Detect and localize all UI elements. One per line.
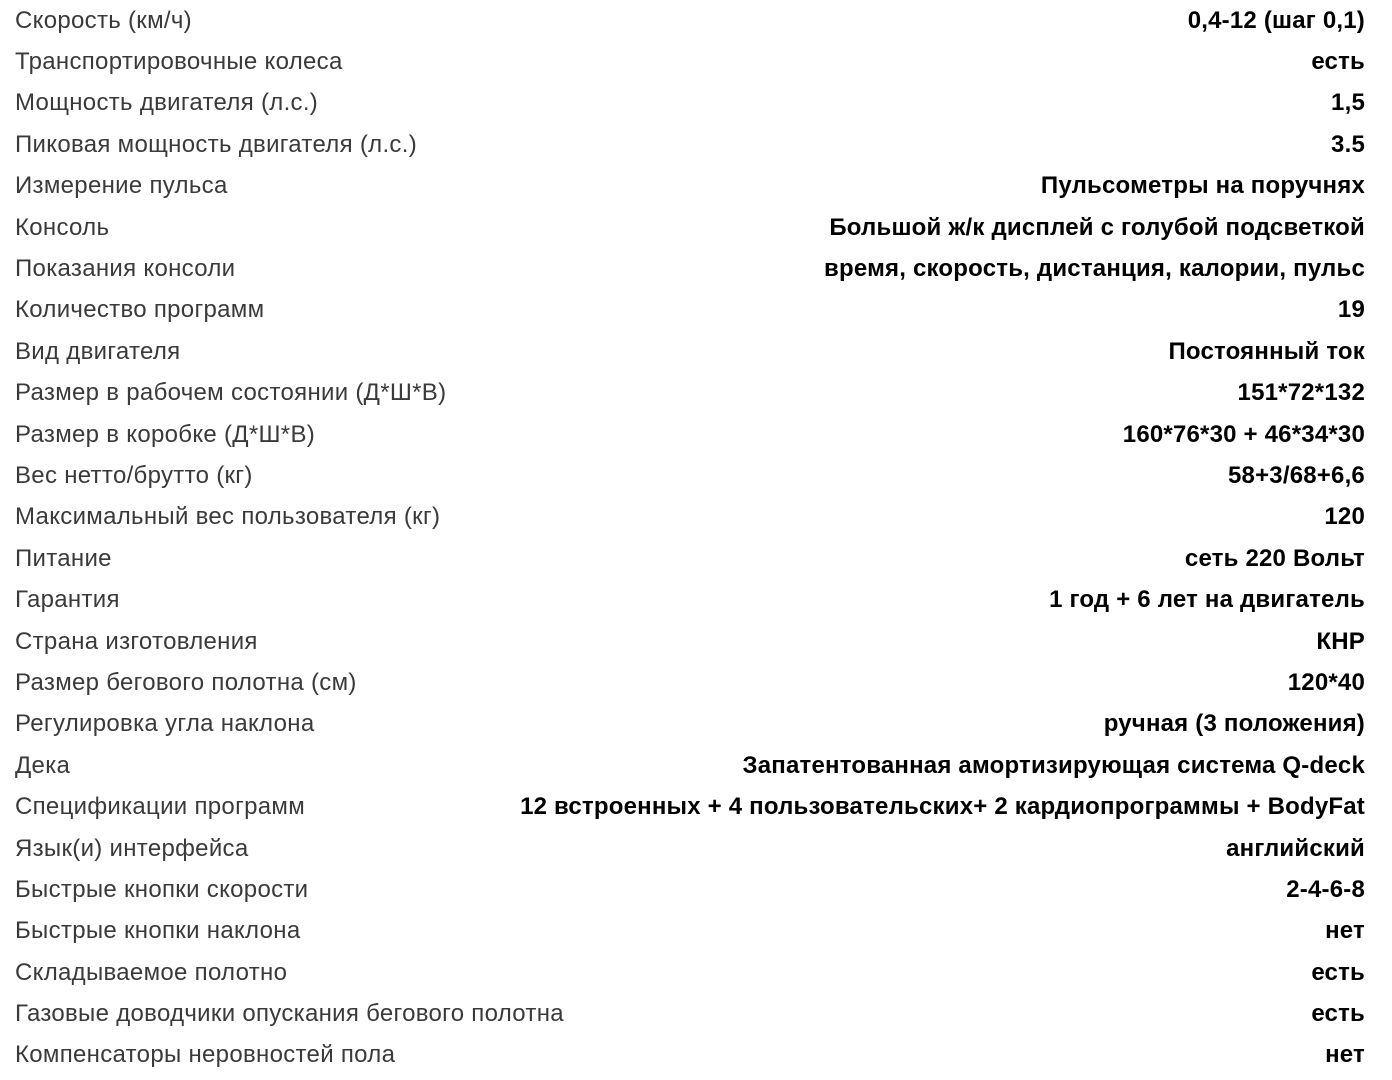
spec-row-console-readings [15, 248, 1365, 289]
spec-row-program-specs [15, 786, 1365, 827]
spec-row-incline [15, 704, 1365, 745]
spec-label: Скорость (км/ч) [15, 6, 192, 34]
spec-row-deck [15, 745, 1365, 786]
spec-label: Быстрые кнопки наклона [15, 917, 301, 945]
spec-row-weight [15, 455, 1365, 496]
spec-label: Показания консоли [15, 255, 236, 283]
spec-value: Запатентованная амортизирующая система Q-deck [742, 751, 1365, 779]
spec-row-warranty [15, 579, 1365, 620]
spec-row-program-count [15, 290, 1365, 331]
spec-value: 151*72*132 [1237, 379, 1365, 407]
spec-label: Размер бегового полотна (см) [15, 668, 357, 696]
spec-row-box-size [15, 414, 1365, 455]
spec-row-console [15, 207, 1365, 248]
spec-value: Пульсометры на поручнях [1040, 172, 1365, 200]
spec-label: Дека [15, 751, 71, 779]
spec-row-max-user-weight [15, 497, 1365, 538]
spec-label: Быстрые кнопки скорости [15, 875, 309, 903]
spec-label: Складываемое полотно [15, 958, 288, 986]
spec-value: 120 [1324, 503, 1365, 531]
spec-value: 3.5 [1331, 130, 1365, 158]
spec-row-folding [15, 952, 1365, 993]
spec-row-heart-rate [15, 166, 1365, 207]
spec-value: нет [1325, 1041, 1365, 1069]
spec-value: 0,4-12 (шаг 0,1) [1187, 6, 1365, 34]
spec-value: 19 [1337, 296, 1365, 324]
spec-value: Большой ж/к дисплей с голубой подсветкой [829, 213, 1365, 241]
spec-row-floor-levelers [15, 1035, 1365, 1076]
spec-value: 2-4-6-8 [1286, 875, 1365, 903]
spec-row-peak-power [15, 124, 1365, 165]
spec-row-motor-power [15, 83, 1365, 124]
spec-row-gas-struts [15, 993, 1365, 1034]
spec-row-interface-language [15, 828, 1365, 869]
spec-row-working-size [15, 373, 1365, 414]
spec-label: Измерение пульса [15, 172, 228, 200]
spec-value: 1,5 [1331, 89, 1365, 117]
spec-label: Пиковая мощность двигателя (л.с.) [15, 130, 417, 158]
spec-label: Газовые доводчики опускания бегового полотна [15, 1000, 564, 1028]
spec-label: Размер в коробке (Д*Ш*В) [15, 420, 316, 448]
spec-label: Гарантия [15, 586, 120, 614]
spec-table [15, 0, 1365, 1076]
spec-row-belt-size [15, 662, 1365, 703]
spec-label: Мощность двигателя (л.с.) [15, 89, 319, 117]
spec-value: время, скорость, дистанция, калории, пульс [824, 255, 1365, 283]
spec-row-speed [15, 0, 1365, 41]
spec-value: 58+3/68+6,6 [1227, 461, 1365, 489]
spec-label: Страна изготовления [15, 627, 258, 655]
spec-row-motor-type [15, 331, 1365, 372]
spec-label: Спецификации программ [15, 793, 306, 821]
spec-value: 1 год + 6 лет на двигатель [1049, 586, 1365, 614]
spec-value: есть [1311, 958, 1365, 986]
spec-row-transport-wheels [15, 41, 1365, 82]
spec-label: Компенсаторы неровностей пола [15, 1041, 396, 1069]
spec-label: Транспортировочные колеса [15, 48, 343, 76]
spec-value: ручная (3 положения) [1103, 710, 1365, 738]
spec-label: Вес нетто/брутто (кг) [15, 461, 253, 489]
spec-row-country [15, 621, 1365, 662]
spec-value: есть [1311, 1000, 1365, 1028]
spec-value: Постоянный ток [1168, 337, 1365, 365]
spec-value: 120*40 [1287, 668, 1365, 696]
spec-label: Консоль [15, 213, 110, 241]
spec-value: 12 встроенных + 4 пользовательских+ 2 кардиопрограммы + BodyFat [520, 793, 1365, 821]
spec-label: Питание [15, 544, 112, 572]
spec-row-power-supply [15, 538, 1365, 579]
spec-row-incline-buttons [15, 911, 1365, 952]
spec-label: Размер в рабочем состоянии (Д*Ш*В) [15, 379, 447, 407]
spec-label: Язык(и) интерфейса [15, 834, 249, 862]
spec-label: Вид двигателя [15, 337, 181, 365]
spec-value: КНР [1316, 627, 1365, 655]
spec-value: сеть 220 Вольт [1184, 544, 1365, 572]
spec-row-speed-buttons [15, 869, 1365, 910]
spec-label: Максимальный вес пользователя (кг) [15, 503, 441, 531]
spec-value: 160*76*30 + 46*34*30 [1122, 420, 1365, 448]
spec-label: Регулировка угла наклона [15, 710, 315, 738]
spec-label: Количество программ [15, 296, 265, 324]
spec-value: есть [1311, 48, 1365, 76]
spec-value: английский [1226, 834, 1365, 862]
spec-value: нет [1325, 917, 1365, 945]
